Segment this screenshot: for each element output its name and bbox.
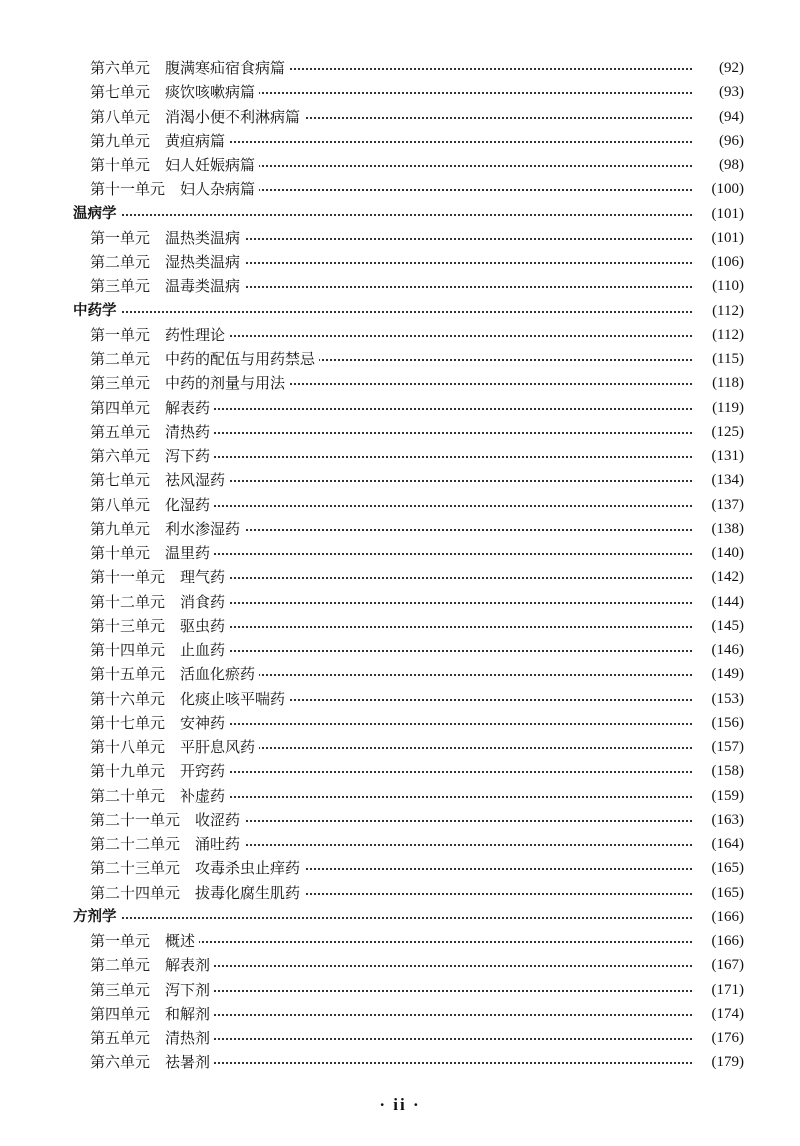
section-title: 中药学: [73, 301, 121, 321]
entry-title: 第九单元 利水渗湿药: [90, 519, 244, 539]
dot-leader: [73, 214, 692, 216]
entry-title: 第二单元 解表剂: [90, 955, 214, 975]
entry-title: 第三单元 温毒类温病: [90, 276, 244, 296]
toc-entry: [0, 638, 800, 662]
page-number-ref: (171): [711, 981, 744, 998]
page-number-ref: (110): [712, 278, 744, 295]
page-number-ref: (112): [712, 302, 744, 319]
toc-entry: [0, 784, 800, 808]
page-number-ref: (118): [712, 375, 744, 392]
toc-entry: [0, 56, 800, 80]
page-number-ref: (146): [711, 642, 744, 658]
entry-title: 第十五单元 活血化瘀药: [90, 664, 259, 684]
toc-entry: [0, 590, 800, 614]
page-number-ref: (174): [711, 1005, 744, 1022]
entry-title: 第二十二单元 涌吐药: [90, 834, 244, 854]
entry-title: 第八单元 消渴小便不利淋病篇: [90, 107, 304, 127]
toc-entry: [0, 371, 800, 395]
page-number-ref: (96): [719, 132, 744, 149]
toc-entry: [0, 347, 800, 371]
entry-title: 第二单元 中药的配伍与用药禁忌: [90, 349, 319, 369]
dot-leader: [73, 311, 692, 313]
toc-entry: [0, 565, 800, 589]
toc-entry: [0, 396, 800, 420]
entry-title: 第十四单元 止血药: [90, 640, 229, 660]
entry-title: 第十一单元 理气药: [90, 567, 229, 587]
entry-title: 第一单元 概述: [90, 931, 199, 951]
page-number-ref: (157): [711, 739, 744, 755]
toc-section-heading: [0, 905, 800, 929]
entry-title: 第八单元 化湿药: [90, 495, 214, 515]
page-number-ref: (100): [711, 181, 744, 198]
page-number-ref: (159): [711, 787, 744, 804]
page-number-ref: (167): [711, 957, 744, 974]
entry-title: 第一单元 温热类温病: [90, 228, 244, 248]
page-number-ref: (144): [711, 593, 744, 610]
toc-entry: [0, 323, 800, 347]
entry-title: 第三单元 泻下剂: [90, 980, 214, 1000]
entry-title: 第二十单元 补虚药: [90, 786, 229, 806]
page-number-ref: (137): [711, 496, 744, 513]
entry-title: 第十八单元 平肝息风药: [90, 737, 259, 757]
page-number-ref: (140): [711, 545, 744, 561]
toc-entry: [0, 1026, 800, 1050]
page-number-ref: (176): [711, 1030, 744, 1046]
dot-leader: [73, 917, 692, 919]
page-number-ref: (166): [711, 908, 744, 925]
toc-entry: [0, 274, 800, 298]
page-number-ref: (153): [711, 690, 744, 707]
entry-title: 第四单元 和解剂: [90, 1004, 214, 1024]
toc-entry: [0, 444, 800, 468]
page-number-ref: (106): [711, 254, 744, 270]
toc-entry: [0, 80, 800, 104]
page-number-ref: (156): [711, 714, 744, 731]
toc-entry: [0, 881, 800, 905]
toc-entry: [0, 662, 800, 686]
entry-title: 第十六单元 化痰止咳平喘药: [90, 689, 289, 709]
entry-title: 第七单元 祛风湿药: [90, 470, 229, 490]
entry-title: 第十单元 妇人妊娠病篇: [90, 155, 259, 175]
entry-title: 第二十四单元 拔毒化腐生肌药: [90, 883, 304, 903]
toc-entry: [0, 541, 800, 565]
entry-title: 第五单元 清热剂: [90, 1028, 214, 1048]
entry-title: 第六单元 祛暑剂: [90, 1052, 214, 1072]
toc-entry: [0, 177, 800, 201]
page-number-ref: (94): [719, 108, 744, 125]
toc-entry: [0, 808, 800, 832]
page-number-ref: (138): [711, 520, 744, 537]
page-number-ref: (179): [711, 1054, 744, 1071]
entry-title: 第十单元 温里药: [90, 543, 214, 563]
page-number-ref: (112): [712, 326, 744, 343]
page-number-ref: (158): [711, 763, 744, 780]
page-number-ref: (165): [711, 860, 744, 877]
toc-entry: [0, 929, 800, 953]
entry-title: 第十九单元 开窍药: [90, 761, 229, 781]
page-number-ref: (101): [711, 205, 744, 222]
page-number-ref: (98): [719, 157, 744, 173]
toc-entry: [0, 250, 800, 274]
page-number-ref: (142): [711, 569, 744, 586]
toc-entry: [0, 420, 800, 444]
entry-title: 第六单元 腹满寒疝宿食病篇: [90, 58, 289, 78]
entry-title: 第六单元 泻下药: [90, 446, 214, 466]
entry-title: 第十三单元 驱虫药: [90, 616, 229, 636]
page-number-ref: (165): [711, 884, 744, 901]
toc-entry: [0, 517, 800, 541]
page-number-ref: (115): [712, 351, 744, 367]
entry-title: 第五单元 清热药: [90, 422, 214, 442]
entry-title: 第九单元 黄疸病篇: [90, 131, 229, 151]
toc-entry: [0, 153, 800, 177]
page-number-ref: (145): [711, 617, 744, 634]
page-number-ref: (92): [719, 60, 744, 76]
toc-entry: [0, 129, 800, 153]
toc-entry: [0, 614, 800, 638]
entry-title: 第二十一单元 收涩药: [90, 810, 244, 830]
toc-entry: [0, 468, 800, 492]
page-number-ref: (93): [719, 84, 744, 101]
page-number-ref: (149): [711, 666, 744, 683]
page-number-ref: (134): [711, 472, 744, 489]
toc-entry: [0, 953, 800, 977]
toc-entry: [0, 1002, 800, 1026]
page-number-ref: (166): [711, 933, 744, 949]
toc-entry: [0, 711, 800, 735]
entry-title: 第十一单元 妇人杂病篇: [90, 179, 259, 199]
section-title: 方剂学: [73, 907, 121, 927]
page-number-ref: (101): [711, 229, 744, 246]
section-title: 温病学: [73, 204, 121, 224]
page-number-ref: (125): [711, 423, 744, 440]
toc-entry: [0, 1050, 800, 1074]
toc-entry: [0, 735, 800, 759]
page-number-ref: (164): [711, 836, 744, 852]
toc-entry: [0, 687, 800, 711]
toc-entry: [0, 493, 800, 517]
page-number-ref: (119): [712, 399, 744, 416]
toc-entry: [0, 105, 800, 129]
entry-title: 第一单元 药性理论: [90, 325, 229, 345]
toc-section-heading: [0, 299, 800, 323]
entry-title: 第十七单元 安神药: [90, 713, 229, 733]
entry-title: 第四单元 解表药: [90, 398, 214, 418]
entry-title: 第十二单元 消食药: [90, 592, 229, 612]
toc-section-heading: [0, 202, 800, 226]
entry-title: 第二十三单元 攻毒杀虫止痒药: [90, 858, 304, 878]
toc-entry: [0, 978, 800, 1002]
toc-entry: [0, 832, 800, 856]
toc-entry: [0, 856, 800, 880]
entry-title: 第二单元 湿热类温病: [90, 252, 244, 272]
page-number-ref: (163): [711, 811, 744, 828]
toc-entry: [0, 759, 800, 783]
toc-entry: [0, 226, 800, 250]
page-number: · ii ·: [379, 1095, 421, 1114]
table-of-contents: [0, 56, 800, 1075]
entry-title: 第三单元 中药的剂量与用法: [90, 373, 289, 393]
page-number-ref: (131): [711, 448, 744, 464]
entry-title: 第七单元 痰饮咳嗽病篇: [90, 82, 259, 102]
